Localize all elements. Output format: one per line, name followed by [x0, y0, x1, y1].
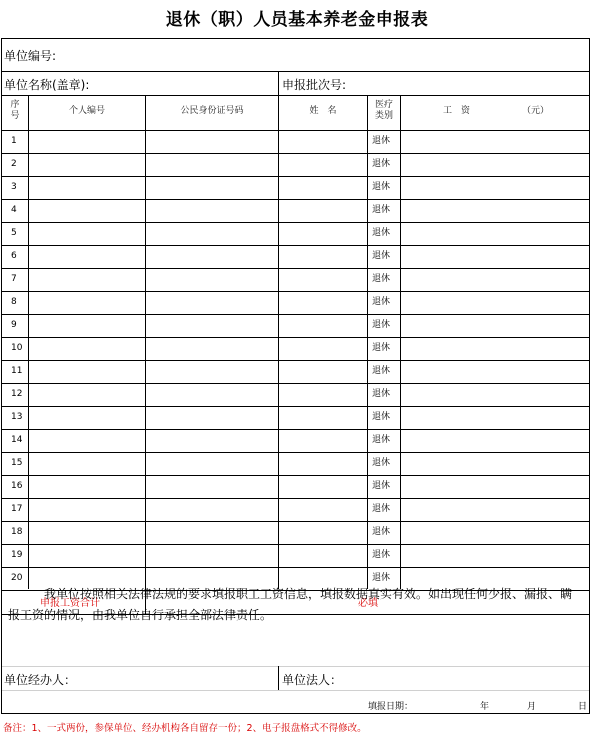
row-divider	[2, 383, 589, 384]
day-label: 日	[578, 702, 588, 712]
row-medical-category: 退休	[372, 550, 391, 560]
row-medical-category: 退休	[372, 458, 391, 468]
row-divider	[2, 337, 589, 338]
row-divider	[2, 521, 589, 522]
row-number: 15	[11, 458, 23, 468]
row-divider	[2, 452, 589, 453]
handler-label: 单位经办人：	[4, 673, 77, 687]
row-divider	[2, 245, 589, 246]
row-number: 3	[11, 182, 17, 192]
row-medical-category: 退休	[372, 205, 391, 215]
header-citizen-id: 公民身份证号码	[180, 106, 244, 116]
total-wage-label: 申报工资合计	[40, 598, 100, 609]
row-medical-category: 退休	[372, 228, 391, 238]
header-name: 姓 名	[309, 106, 337, 116]
row-divider	[2, 544, 589, 545]
row-medical-category: 退休	[372, 389, 391, 399]
row-medical-category: 退休	[372, 573, 391, 583]
row-medical-category: 退休	[372, 527, 391, 537]
row-medical-category: 退休	[372, 481, 391, 491]
row-medical-category: 退休	[372, 251, 391, 261]
unit-name-label: 单位名称(盖章):	[4, 78, 90, 92]
row-divider	[2, 429, 589, 430]
row-medical-category: 退休	[372, 297, 391, 307]
row-medical-category: 退休	[372, 435, 391, 445]
fill-date-label: 填报日期：	[368, 702, 414, 712]
row-medical-category: 退休	[372, 504, 391, 514]
header-personal-id: 个人编号	[68, 106, 105, 116]
month-label: 月	[527, 702, 537, 712]
row-divider	[2, 199, 589, 200]
year-label: 年	[480, 702, 490, 712]
form-table	[1, 38, 590, 714]
row-number: 4	[11, 205, 17, 215]
row-medical-category: 退休	[372, 320, 391, 330]
row-divider	[2, 153, 589, 154]
row-number: 18	[11, 527, 23, 537]
row-number: 8	[11, 297, 17, 307]
row-divider	[2, 498, 589, 499]
legal-statement: 我单位按照相关法律法规的要求填报职工工资信息，填报数据真实有效。如出现任何少报、漏报、瞒报工资的情况，由我单位自行承担全部法律责任。	[8, 587, 573, 622]
row-number: 17	[11, 504, 23, 514]
row-medical-category: 退休	[372, 182, 391, 192]
row-divider	[2, 314, 589, 315]
footnote: 备注：1、一式两份，参保单位、经办机构各自留存一份；2、电子报盘格式不得修改。	[3, 723, 367, 734]
row-number: 11	[11, 366, 23, 376]
header-wage: 工 资 （元）	[442, 106, 550, 116]
legal-person-label: 单位法人：	[282, 673, 343, 687]
row-divider	[2, 475, 589, 476]
row-divider	[2, 268, 589, 269]
row-medical-category: 退休	[372, 343, 391, 353]
row-number: 13	[11, 412, 23, 422]
row-medical-category: 退休	[372, 274, 391, 284]
row-medical-category: 退休	[372, 136, 391, 146]
row-number: 20	[11, 573, 23, 583]
row-divider	[2, 291, 589, 292]
row-divider	[2, 567, 589, 568]
row-medical-category: 退休	[372, 366, 391, 376]
batch-number-label: 申报批次号:	[282, 78, 347, 92]
row-number: 1	[11, 136, 17, 146]
row-number: 19	[11, 550, 23, 560]
row-number: 6	[11, 251, 17, 261]
row-number: 5	[11, 228, 17, 238]
row-number: 10	[11, 343, 23, 353]
row-number: 12	[11, 389, 23, 399]
row-divider	[2, 222, 589, 223]
row-divider	[2, 406, 589, 407]
row-medical-category: 退休	[372, 412, 391, 422]
row-divider	[2, 176, 589, 177]
row-divider	[2, 360, 589, 361]
header-medical-category: 医疗 类别	[374, 100, 393, 121]
row-number: 16	[11, 481, 23, 491]
unit-code-label: 单位编号:	[4, 49, 57, 63]
form-title: 退休（职）人员基本养老金申报表	[165, 10, 429, 30]
header-seq: 序 号	[10, 100, 20, 121]
row-number: 9	[11, 320, 17, 330]
row-number: 7	[11, 274, 17, 284]
row-medical-category: 退休	[372, 159, 391, 169]
required-note: 必填	[358, 598, 378, 609]
row-number: 14	[11, 435, 23, 445]
row-number: 2	[11, 159, 17, 169]
